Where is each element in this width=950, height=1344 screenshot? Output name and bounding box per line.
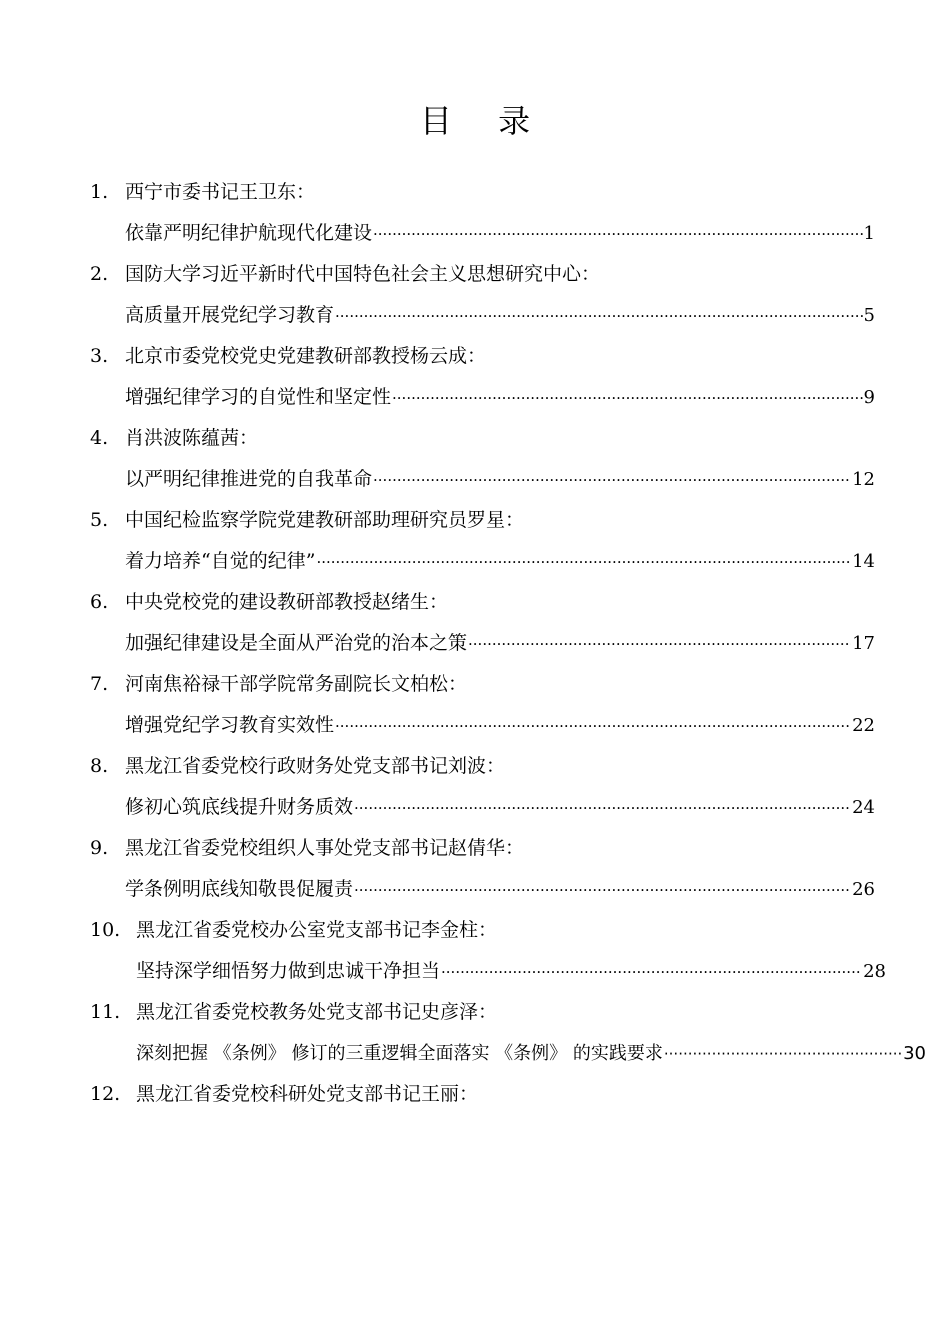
toc-entry-title: 中国纪检监察学院党建教研部助理研究员罗星： [125,509,525,531]
toc-entry-heading[interactable] [90,582,890,623]
toc-entry [90,1074,890,1156]
toc-entry-heading[interactable] [90,500,890,541]
toc-entry-subtitle: 依靠严明纪律护航现代化建设 [125,222,373,244]
toc-entry-heading[interactable] [90,418,890,459]
toc-entry-title: 黑龙江省委党校组织人事处党支部书记赵倩华： [125,837,525,859]
toc-page-number: 1 [863,223,875,244]
toc-entry-title: 国防大学习近平新时代中国特色社会主义思想研究中心： [125,263,601,285]
toc-entry-heading[interactable] [90,992,890,1033]
toc-entry-subtitle: 以严明纪律推进党的自我革命 [125,468,373,490]
dot-leader [373,460,851,501]
toc-entry-subtitle: 加强纪律建设是全面从严治党的治本之策 [125,632,468,654]
toc-entry-subtitle-line[interactable] [90,623,875,664]
toc-entry-number: 12. [90,1083,121,1105]
dot-leader [335,296,863,337]
toc-page-number: 24 [852,797,875,818]
toc-entry-number: 1. [90,181,109,203]
dot-leader [373,214,863,255]
toc-entry [90,746,890,828]
toc-entry-subtitle-line[interactable] [90,459,875,500]
toc-entry-subtitle: 增强党纪学习教育实效性 [125,714,335,736]
toc-entry-heading[interactable] [90,254,890,295]
toc-entry-number: 4. [90,427,109,449]
toc-entry-subtitle: 坚持深学细悟努力做到忠诚干净担当 [136,960,441,982]
page-title: 目 录 [419,102,549,140]
toc-entry-heading[interactable] [90,746,890,787]
toc-entry [90,664,890,746]
toc-entry-number: 7. [90,673,109,695]
toc-entry-subtitle-line[interactable] [90,1033,926,1074]
toc-entry-number: 9. [90,837,109,859]
toc-page-number: 26 [852,879,875,900]
toc-entry-number: 3. [90,345,109,367]
toc-entry-subtitle-line[interactable] [90,787,875,828]
toc-entry [90,992,926,1074]
toc-entry [90,336,890,418]
toc-entry-subtitle: 修初心筑底线提升财务质效 [125,796,354,818]
toc-entry [90,172,890,254]
toc-entry-title: 黑龙江省委党校教务处党支部书记史彦泽： [136,1001,498,1023]
dot-leader [441,952,862,993]
toc-page-number: 14 [852,551,875,572]
toc-entry-heading[interactable] [90,336,890,377]
dot-leader [354,870,851,911]
toc-entry [90,418,890,500]
toc-page-number: 9 [863,387,875,408]
toc-entry [90,254,890,336]
toc-entry-title: 黑龙江省委党校科研处党支部书记王丽： [136,1083,479,1105]
toc-page-number: 30 [903,1043,926,1064]
toc-entry-subtitle-line[interactable] [90,295,875,336]
toc-entry [90,582,890,664]
toc-page-number: 12 [852,469,875,490]
toc-entry-number: 5. [90,509,109,531]
toc-entry [90,910,890,992]
toc-entry-number: 8. [90,755,109,777]
toc-entry-number: 11. [90,1001,121,1023]
dot-leader [316,542,851,583]
toc-entry-number: 6. [90,591,109,613]
toc-page-number: 28 [863,961,886,982]
toc-entry-title: 西宁市委书记王卫东： [125,181,316,203]
table-of-contents [90,172,926,1156]
toc-entry-subtitle: 学条例明底线知敬畏促履责 [125,878,354,900]
toc-entry-heading[interactable] [90,910,890,951]
toc-entry-subtitle: 增强纪律学习的自觉性和坚定性 [125,386,392,408]
toc-entry-heading[interactable] [90,664,890,705]
toc-entry-title: 黑龙江省委党校行政财务处党支部书记刘波： [125,755,506,777]
toc-entry-title: 中央党校党的建设教研部教授赵绪生： [125,591,449,613]
toc-entry [90,828,890,910]
toc-entry-subtitle: 着力培养“自觉的纪律” [125,550,316,572]
toc-entry [90,500,890,582]
dot-leader [335,706,851,747]
toc-entry-heading[interactable] [90,828,890,869]
toc-entry-heading[interactable] [90,1074,890,1115]
dot-leader [664,1034,902,1075]
toc-entry-subtitle-line[interactable] [90,213,875,254]
toc-entry-number: 2. [90,263,109,285]
toc-entry-number: 10. [90,919,121,941]
toc-page-number: 17 [852,633,875,654]
toc-entry-subtitle-line[interactable] [90,377,875,418]
toc-entry-subtitle-line[interactable] [90,951,886,992]
dot-leader [468,624,851,665]
toc-entry-title: 北京市委党校党史党建教研部教授杨云成： [125,345,487,367]
dot-leader [392,378,863,419]
toc-page-number: 22 [852,715,875,736]
toc-entry-subtitle: 深刻把握 《条例》 修订的三重逻辑全面落实 《条例》 的实践要求 [136,1043,663,1064]
dot-leader [354,788,851,829]
toc-entry-heading[interactable] [90,172,890,213]
toc-page-number: 5 [863,305,875,326]
toc-entry-subtitle-line[interactable] [90,869,875,910]
toc-entry-subtitle-line[interactable] [90,541,875,582]
toc-entry-title: 肖洪波陈蕴茜： [125,427,259,449]
toc-entry-title: 河南焦裕禄干部学院常务副院长文柏松： [125,673,468,695]
toc-entry-title: 黑龙江省委党校办公室党支部书记李金柱： [136,919,498,941]
toc-entry-subtitle-line[interactable] [90,705,875,746]
toc-entry-subtitle: 高质量开展党纪学习教育 [125,304,335,326]
